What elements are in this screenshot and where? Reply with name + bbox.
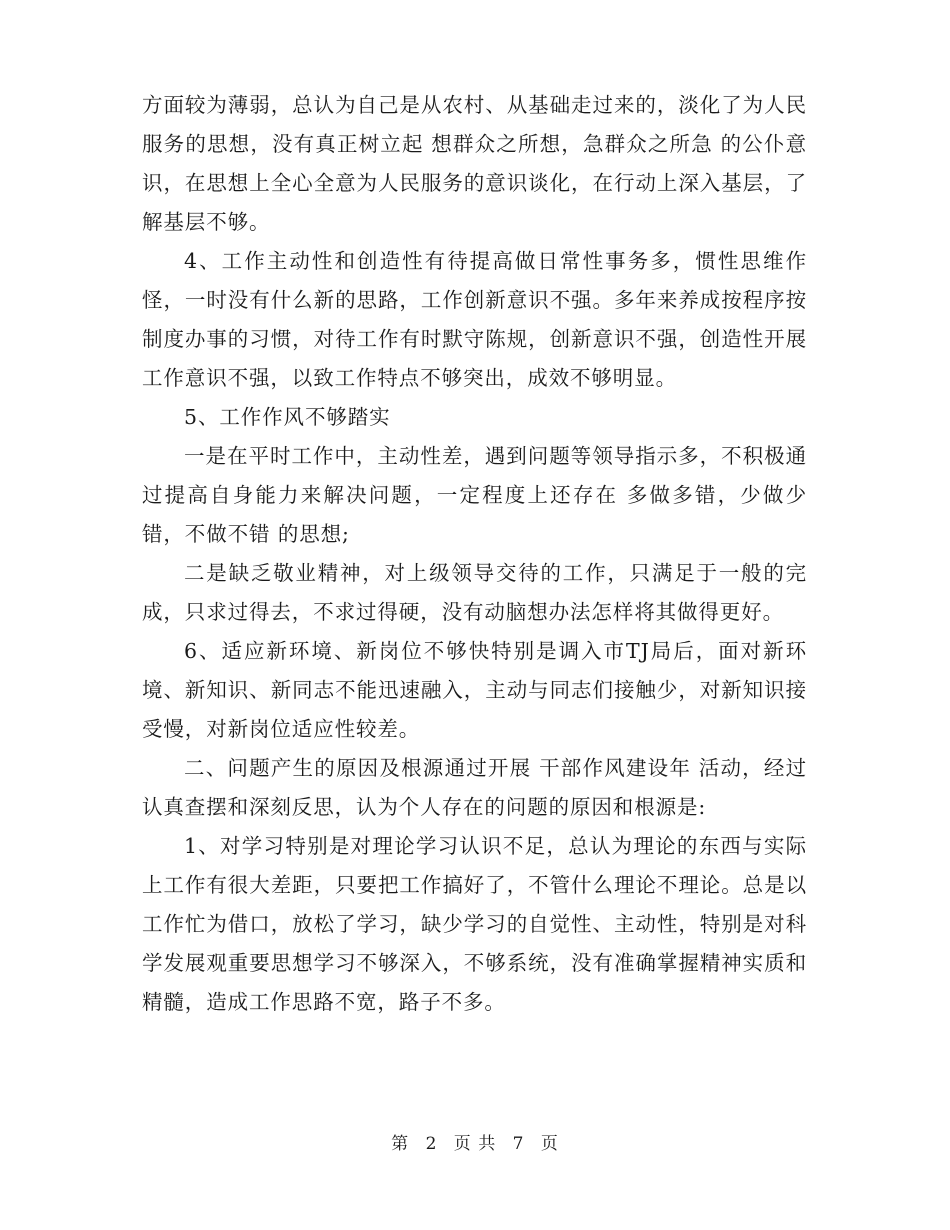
paragraph-4: 一是在平时工作中，主动性差，遇到问题等领导指示多，不积极通过提高自身能力来解决问题，一定程度上还存在 多做多错，少做少错，不做不错 的思想; xyxy=(142,444,807,546)
paragraph-1: 方面较为薄弱，总认为自己是从农村、从基础走过来的，淡化了为人民服务的思想，没有真正树立起 想群众之所想，急群众之所急 的公仆意识，在思想上全心全意为人民服务的意识谈化，在行动上深入基层，了解基层不够。 xyxy=(142,93,807,234)
paragraph-8: 1、对学习特别是对理论学习认识不足，总认为理论的东西与实际上工作有很大差距，只要把工作搞好了，不管什么理论不理论。总是以工作忙为借口，放松了学习，缺少学习的自觉性、主动性，特别是对科学发展观重要思想学习不够深入，不够系统，没有准确掌握精神实质和精髓，造成工作思路不宽，路子不多。 xyxy=(142,834,807,1014)
page-footer xyxy=(0,1132,950,1156)
footer-suffix: 页 xyxy=(540,1134,559,1154)
paragraph-3: 5、工作作风不够踏实 xyxy=(184,405,391,429)
paragraph-2: 4、工作主动性和创造性有待提高做日常性事务多，惯性思维作怪，一时没有什么新的思路，工作创新意识不强。多年来养成按程序按制度办事的习惯，对待工作有时默守陈规，创新意识不强，创造性开展工作意识不强，以致工作特点不够突出，成效不够明显。 xyxy=(142,249,807,390)
footer-middle: 页 共 xyxy=(453,1134,497,1154)
paragraph-6: 6、适应新环境、新岗位不够快特别是调入市TJ局后，面对新环境、新知识、新同志不能迅速融入，主动与同志们接触少，对新知识接受慢，对新岗位适应性较差。 xyxy=(142,639,807,741)
paragraph-7: 二、问题产生的原因及根源通过开展 干部作风建设年 活动，经过认真查摆和深刻反思，认为个人存在的问题的原因和根源是: xyxy=(142,756,807,819)
footer-page-number: 2 xyxy=(425,1134,438,1154)
footer-prefix: 第 xyxy=(391,1134,410,1154)
footer-total-pages: 7 xyxy=(512,1134,525,1154)
document-body xyxy=(142,86,807,1022)
paragraph-5: 二是缺乏敬业精神，对上级领导交待的工作，只满足于一般的完成，只求过得去，不求过得硬，没有动脑想办法怎样将其做得更好。 xyxy=(142,561,807,624)
